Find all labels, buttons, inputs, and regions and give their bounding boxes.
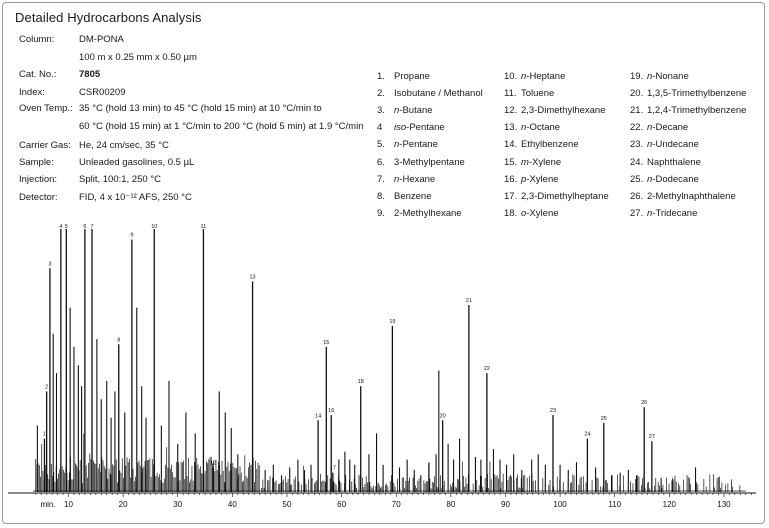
peak-number: 17. — [504, 190, 518, 202]
peak-name: -Pentane — [406, 122, 445, 134]
peak-name-italic: n — [647, 122, 653, 134]
peak-number: 13. — [504, 122, 518, 134]
x-tick-label: 130 — [717, 500, 731, 509]
peak-name: -Decane — [652, 122, 689, 134]
condition-key: Index: — [19, 87, 45, 98]
condition-key: Carrier Gas: — [19, 140, 71, 151]
peak-number: 15. — [504, 156, 518, 168]
x-tick-label: 120 — [662, 500, 676, 509]
peak-name: Toluene — [521, 88, 555, 100]
peak-label-24: 24 — [584, 431, 591, 438]
peak-name: 2-Methylhexane — [394, 207, 462, 219]
peak-name: 1,3,5-Trimethylbenzene — [647, 88, 747, 100]
peak-label-23: 23 — [549, 408, 557, 415]
peak-name: -Tridecane — [652, 207, 698, 219]
peak-number: 20. — [630, 88, 644, 100]
peak-label-7: 7 — [90, 224, 94, 230]
peak-name: -Xylene — [526, 173, 559, 185]
peak-number: 12. — [504, 105, 518, 117]
peak-name-italic: m — [521, 156, 529, 168]
peak-number: 21. — [630, 105, 644, 117]
peak-name: -Dodecane — [652, 173, 699, 185]
peak-label-3: 3 — [48, 261, 52, 268]
peak-number: 4 — [377, 122, 383, 134]
peak-number: 7. — [377, 173, 385, 185]
condition-key: Cat. No.: — [19, 69, 57, 80]
peak-number: 16. — [504, 173, 518, 185]
peak-label-16: 16 — [328, 408, 335, 415]
peak-label-11: 11 — [200, 224, 207, 230]
condition-key: Sample: — [19, 157, 54, 168]
peak-number: 19. — [630, 71, 644, 82]
condition-value: CSR00209 — [79, 87, 126, 98]
peak-label-1: 1 — [42, 431, 46, 438]
peak-name-italic: iso — [394, 122, 407, 134]
peak-name-italic: n — [394, 105, 400, 117]
peak-name: -Butane — [399, 105, 433, 117]
peak-name: 3-Methylpentane — [394, 156, 465, 168]
peak-number: 6. — [377, 156, 385, 168]
peak-number: 11. — [504, 88, 517, 100]
peak-label-5: 5 — [64, 224, 68, 230]
peak-label-2: 2 — [45, 384, 49, 391]
x-axis-label: min. — [40, 500, 56, 509]
condition-value: 100 m x 0.25 mm x 0.50 µm — [79, 52, 197, 63]
peak-number: 18. — [504, 207, 518, 219]
x-tick-label: 40 — [227, 500, 237, 509]
peak-name-italic: n — [521, 122, 527, 134]
peak-name: Ethylbenzene — [521, 139, 579, 151]
figure-title: Detailed Hydrocarbons Analysis — [15, 10, 202, 25]
x-tick-label: 70 — [391, 500, 401, 509]
peak-number: 8. — [377, 190, 385, 202]
condition-value: He, 24 cm/sec, 35 °C — [79, 140, 169, 151]
peak-labels — [43, 224, 655, 472]
peak-label-25: 25 — [600, 415, 607, 422]
peak-name: -Pentane — [399, 139, 438, 151]
peak-name: -Nonane — [652, 71, 689, 82]
peak-name-italic: n — [521, 71, 527, 82]
peak-name: -Octane — [526, 122, 561, 134]
peak-name: Naphthalene — [647, 156, 701, 168]
condition-value: Unleaded gasolines, 0.5 µL — [79, 157, 195, 168]
peak-label-10: 10 — [151, 224, 158, 230]
peak-number: 10. — [504, 71, 518, 82]
peak-name: -Xylene — [526, 207, 559, 219]
condition-value: 7805 — [79, 69, 101, 80]
peak-name-italic: n — [647, 71, 653, 82]
condition-key: Injection: — [19, 174, 58, 185]
peak-number: 14. — [504, 139, 518, 151]
peak-name: -Xylene — [528, 156, 562, 168]
peak-number: 27. — [630, 207, 644, 219]
peak-name-italic: n — [647, 207, 653, 219]
peak-name: -Heptane — [526, 71, 566, 82]
peak-name-italic: p — [521, 173, 527, 185]
peak-number: 1. — [377, 71, 385, 82]
peak-number: 25. — [630, 173, 644, 185]
peak-number: 26. — [630, 190, 644, 202]
peak-number: 23. — [630, 139, 644, 151]
peak-name: Benzene — [394, 190, 432, 202]
peak-number: 24. — [630, 156, 644, 168]
peak-label-4: 4 — [59, 224, 63, 230]
peak-name: -Undecane — [652, 139, 699, 151]
x-tick-label: 50 — [282, 500, 292, 509]
peak-label-21: 21 — [465, 297, 472, 304]
x-tick-label: 10 — [64, 500, 73, 509]
condition-key: Oven Temp.: — [19, 103, 73, 114]
peak-number: 2. — [377, 88, 385, 100]
peak-label-8: 8 — [117, 337, 121, 344]
peak-name-italic: n — [394, 139, 400, 151]
peak-label-9: 9 — [130, 232, 134, 239]
peak-label-22: 22 — [483, 366, 490, 373]
peak-label-18: 18 — [357, 379, 364, 386]
x-tick-label: 110 — [608, 500, 622, 509]
condition-value: DM-PONA — [79, 34, 124, 45]
x-tick-label: 20 — [118, 500, 128, 509]
peak-name: 1,2,4-Trimethylbenzene — [647, 105, 747, 117]
x-axis — [8, 493, 756, 509]
peak-number: 22. — [630, 122, 644, 134]
peak-name: 2,3-Dimethylheptane — [521, 190, 609, 202]
peak-label-15: 15 — [323, 339, 330, 346]
peak-name: Isobutane / Methanol — [394, 88, 483, 100]
peak-label-14: 14 — [315, 413, 322, 420]
condition-value: 35 °C (hold 13 min) to 45 °C (hold 15 min) at 10 °C/min to — [79, 103, 322, 114]
x-tick-label: 60 — [337, 500, 347, 509]
peak-number: 9. — [377, 207, 385, 219]
condition-value: Split, 100:1, 250 °C — [79, 174, 161, 185]
peak-name-italic: n — [647, 139, 653, 151]
peak-label-27: 27 — [648, 434, 655, 441]
peak-name-italic: n — [647, 173, 653, 185]
peak-label-17: 17 — [329, 465, 336, 472]
peak-label-26: 26 — [641, 400, 648, 407]
peak-name: -Hexane — [399, 173, 436, 185]
peak-label-6: 6 — [83, 224, 87, 230]
peak-number: 5. — [377, 139, 385, 151]
peak-name: 2-Methylnaphthalene — [647, 190, 736, 202]
peak-name-italic: n — [394, 173, 400, 185]
condition-key: Column: — [19, 34, 55, 45]
peak-label-13: 13 — [249, 274, 256, 281]
peak-label-12: 12 — [210, 460, 217, 467]
x-tick-label: 90 — [501, 500, 510, 509]
peak-name: Propane — [394, 71, 430, 82]
peak-name: 2,3-Dimethylhexane — [521, 105, 606, 117]
condition-value: 60 °C (hold 15 min) at 1 °C/min to 200 °C (hold 5 min) at 1.9 °C/min — [79, 121, 364, 132]
peak-number: 3. — [377, 105, 385, 117]
x-tick-label: 30 — [173, 500, 183, 509]
condition-value: FID, 4 x 10⁻¹² AFS, 250 °C — [79, 192, 192, 203]
peak-label-19: 19 — [389, 318, 396, 325]
chromatogram-trace — [33, 229, 746, 492]
condition-key: Detector: — [19, 192, 58, 203]
x-tick-label: 100 — [553, 500, 567, 509]
peak-name-italic: o — [521, 207, 527, 219]
peak-label-20: 20 — [439, 413, 446, 420]
x-tick-label: 80 — [446, 500, 456, 509]
